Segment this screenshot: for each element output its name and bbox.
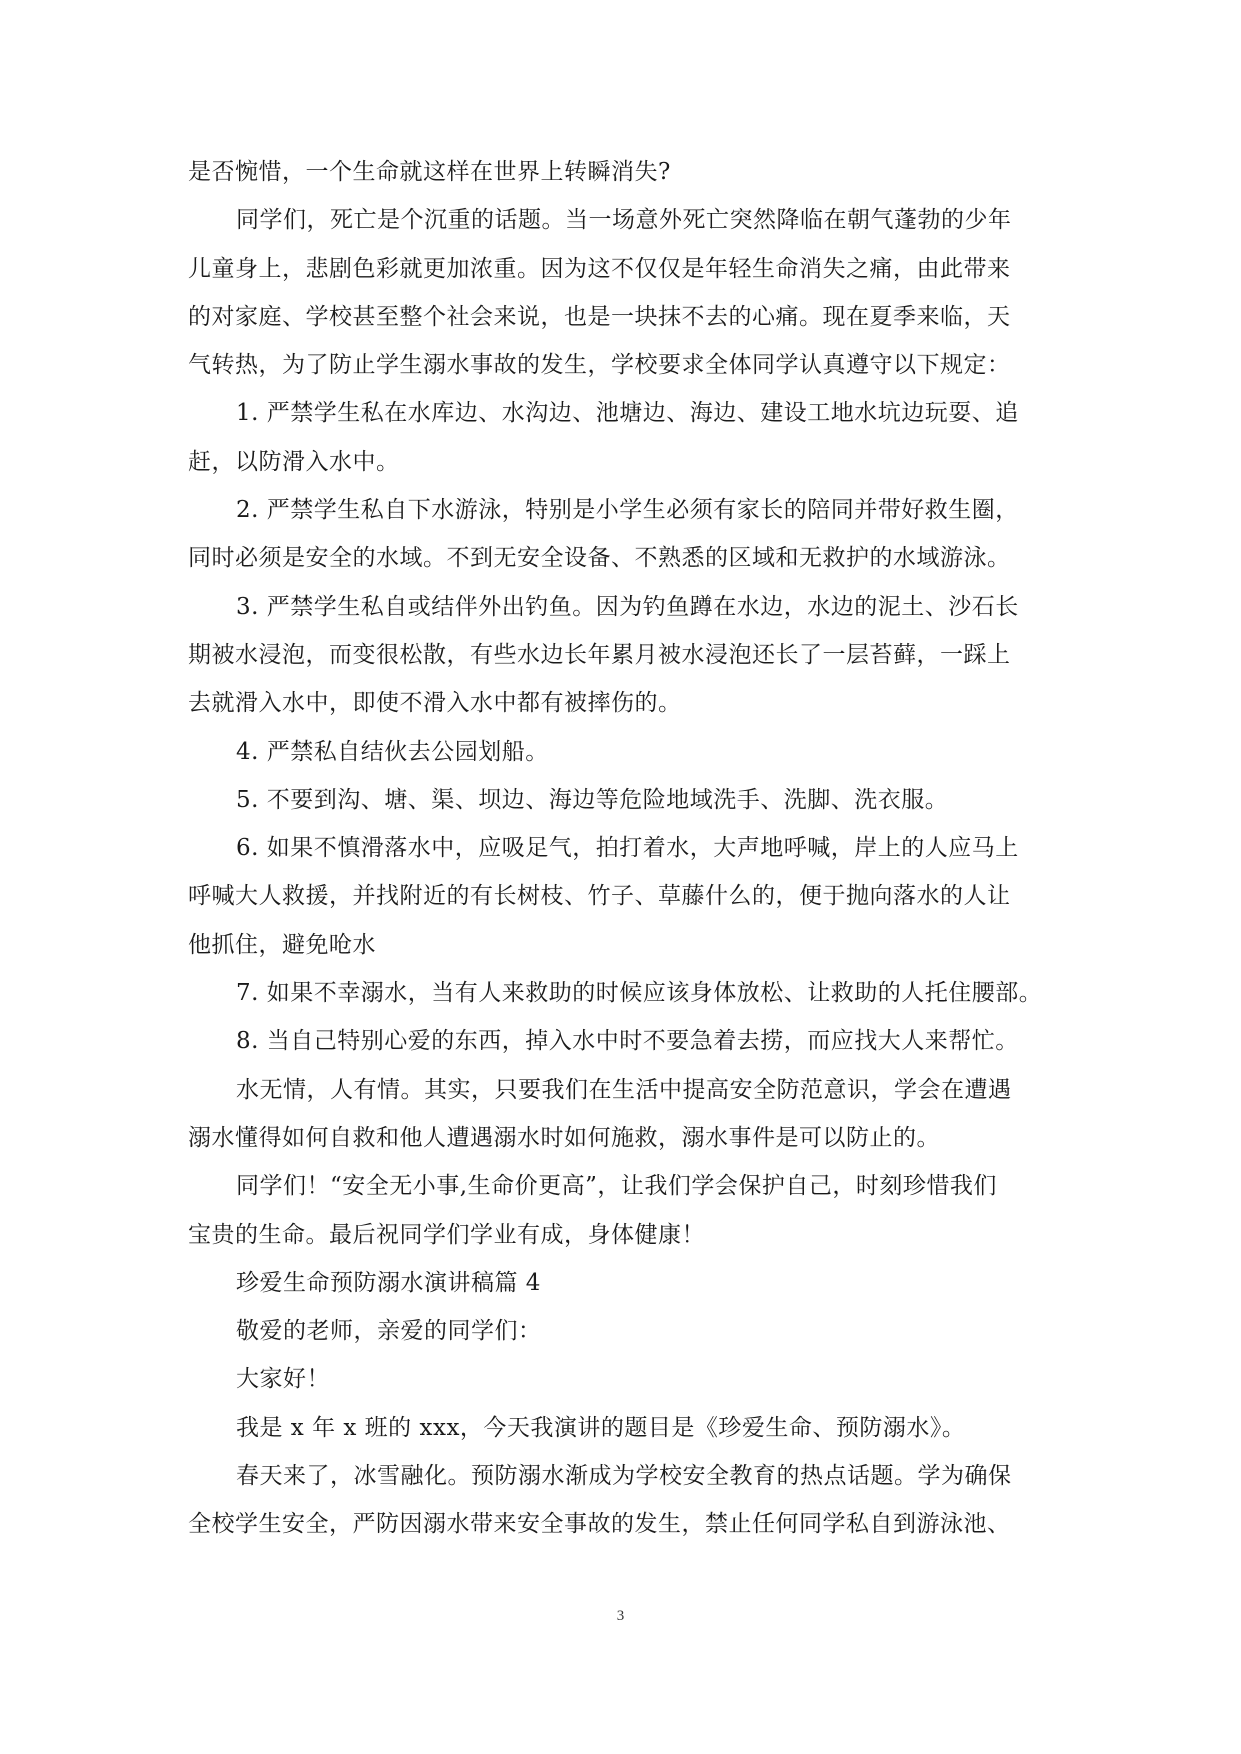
text-line: 赶，以防滑入水中。 [188,448,400,475]
rule-item-5: 5. 不要到沟、塘、渠、坝边、海边等危险地域洗手、洗脚、洗衣服。 [236,786,949,813]
text-line: 水无情，人有情。其实，只要我们在生活中提高安全防范意识，学会在遭遇 [236,1076,1012,1103]
section-heading: 珍爱生命预防溺水演讲稿篇 4 [236,1269,541,1296]
text-line: 儿童身上，悲剧色彩就更加浓重。因为这不仅仅是年轻生命消失之痛，由此带来 [188,255,1011,282]
text-line: 宝贵的生命。最后祝同学们学业有成，身体健康！ [188,1221,705,1248]
rule-item-1: 1. 严禁学生私在水库边、水沟边、池塘边、海边、建设工地水坑边玩耍、追 [236,400,1019,427]
text-line: 我是 x 年 x 班的 xxx，今天我演讲的题目是《珍爱生命、预防溺水》。 [236,1414,966,1441]
text-line: 同时必须是安全的水域。不到无安全设备、不熟悉的区域和无救护的水域游泳。 [188,545,1011,572]
text-line: 气转热，为了防止学生溺水事故的发生，学校要求全体同学认真遵守以下规定： [188,352,1011,379]
text-line: 同学们！“安全无小事,生命价更高”，让我们学会保护自己，时刻珍惜我们 [236,1173,997,1200]
rule-item-4: 4. 严禁私自结伙去公园划船。 [236,738,549,765]
rule-item-2: 2. 严禁学生私自下水游泳，特别是小学生必须有家长的陪同并带好救生圈， [236,497,1019,524]
rule-item-6: 6. 如果不慎滑落水中，应吸足气，拍打着水，大声地呼喊，岸上的人应马上 [236,835,1019,862]
text-line: 去就滑入水中，即使不滑入水中都有被摔伤的。 [188,690,682,717]
rule-item-8: 8. 当自己特别心爱的东西，掉入水中时不要急着去捞，而应找大人来帮忙。 [236,1028,1019,1055]
rule-item-7: 7. 如果不幸溺水，当有人来救助的时候应该身体放松、让救助的人托住腰部。 [236,980,1043,1007]
text-line: 他抓住，避免呛水 [188,931,376,958]
greeting: 大家好！ [236,1366,330,1393]
body-text [188,148,1058,1549]
text-line: 同学们，死亡是个沉重的话题。当一场意外死亡突然降临在朝气蓬勃的少年 [236,207,1012,234]
text-line: 溺水懂得如何自救和他人遭遇溺水时如何施救，溺水事件是可以防止的。 [188,1124,940,1151]
page-number: 3 [616,1608,625,1624]
text-line: 的对家庭、学校甚至整个社会来说，也是一块抹不去的心痛。现在夏季来临，天 [188,303,1011,330]
text-line: 期被水浸泡，而变很松散，有些水边长年累月被水浸泡还长了一层苔藓，一踩上 [188,641,1011,668]
rule-item-3: 3. 严禁学生私自或结伴外出钓鱼。因为钓鱼蹲在水边，水边的泥土、沙石长 [236,593,1019,620]
text-line: 呼喊大人救援，并找附近的有长树枝、竹子、草藤什么的，便于抛向落水的人让 [188,883,1011,910]
text-line: 是否惋惜，一个生命就这样在世界上转瞬消失? [188,159,671,185]
salutation: 敬爱的老师，亲爱的同学们： [236,1318,542,1345]
text-line: 春天来了，冰雪融化。预防溺水渐成为学校安全教育的热点话题。学为确保 [236,1463,1012,1490]
text-line: 全校学生安全，严防因溺水带来安全事故的发生，禁止任何同学私自到游泳池、 [188,1511,1011,1538]
